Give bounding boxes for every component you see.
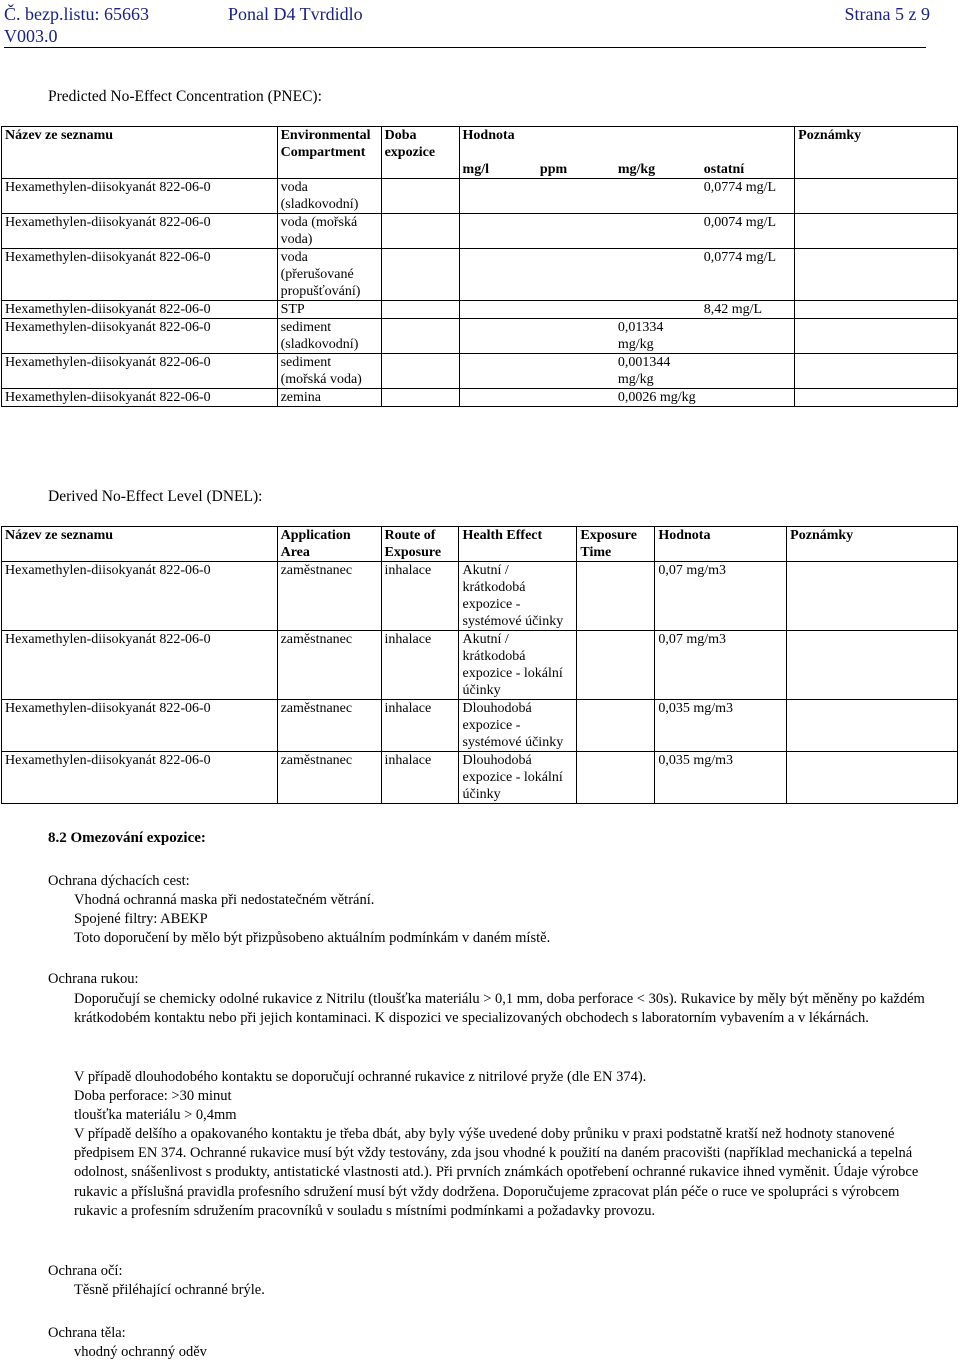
pnec-header-ppm: ppm <box>539 162 568 177</box>
dnel-header-name: Název ze seznamu <box>2 527 278 562</box>
table-row <box>2 319 958 354</box>
pnec-mgkg <box>615 214 701 249</box>
pnec-title: Predicted No-Effect Concentration (PNEC): <box>48 88 322 105</box>
pnec-name: Hexamethylen-diisokyanát 822-06-0 <box>2 389 278 407</box>
dnel-route: inhalace <box>381 631 459 700</box>
dnel-area: zaměstnanec <box>277 752 381 804</box>
pnec-name: Hexamethylen-diisokyanát 822-06-0 <box>2 319 278 354</box>
pnec-mgkg: 0,001344 mg/kg <box>615 354 701 389</box>
table-row <box>2 354 958 389</box>
table-row <box>2 249 958 301</box>
table-row <box>2 389 958 407</box>
eyes-label: Ochrana očí: <box>48 1263 123 1279</box>
pnec-other: 0,0774 mg/L <box>701 179 795 214</box>
pnec-name: Hexamethylen-diisokyanát 822-06-0 <box>2 249 278 301</box>
hands-paragraph-3: V případě delšího a opakovaného kontaktu je třeba dbát, aby byly výše uvedené doby průniku v praxi podstatně kratší než hodnoty stanovené předpisem EN 374. Ochranné rukavice musí být vždy testovány, zda jsou vhodné k použití na daném pracovišti (například mechanická a tepelná odolnost, snášenlivost s produkty, antistatické vlastnosti atd.). Při prvních známkách opotřebení ochranné rukavice ihned vyměnit. Údaje výrobce rukavic a příslušná pravidla profesního sdružení musí být vždy dodržena. Doporučujeme zpracovat plán péče o ruce ve spolupráci s výrobcem rukavic a profesním sdružením pracovníků v souladu s místními podmínkami a požadavky provozu. <box>74 1126 922 1219</box>
dnel-route: inhalace <box>381 752 459 804</box>
table-row <box>2 752 958 804</box>
version: V003.0 <box>4 26 58 46</box>
pnec-header-duration: Doba expozice <box>381 127 459 179</box>
pnec-header-name: Název ze seznamu <box>2 127 278 179</box>
hands-line-1: V případě dlouhodobého kontaktu se doporučují ochranné rukavice z nitrilové pryže (dle EN 374). <box>74 1069 647 1085</box>
dnel-route: inhalace <box>381 562 459 631</box>
pnec-other <box>701 389 795 407</box>
table-row <box>2 700 958 752</box>
eyes-text: Těsně přiléhající ochranné brýle. <box>74 1282 265 1298</box>
pnec-compartment: zemina <box>277 389 381 407</box>
header-rule <box>4 47 926 48</box>
pnec-other <box>701 354 795 389</box>
pnec-other: 0,0774 mg/L <box>701 249 795 301</box>
dnel-area: zaměstnanec <box>277 562 381 631</box>
pnec-header-mgkg: mg/kg <box>617 162 656 177</box>
pnec-name: Hexamethylen-diisokyanát 822-06-0 <box>2 179 278 214</box>
dnel-title: Derived No-Effect Level (DNEL): <box>48 488 263 505</box>
pnec-compartment: sediment (mořská voda) <box>277 354 381 389</box>
dnel-name: Hexamethylen-diisokyanát 822-06-0 <box>2 752 278 804</box>
dnel-area: zaměstnanec <box>277 700 381 752</box>
pnec-compartment: voda (sladkovodní) <box>277 179 381 214</box>
dnel-name: Hexamethylen-diisokyanát 822-06-0 <box>2 562 278 631</box>
pnec-compartment: voda (mořská voda) <box>277 214 381 249</box>
dnel-name: Hexamethylen-diisokyanát 822-06-0 <box>2 631 278 700</box>
dnel-header-value: Hodnota <box>655 527 787 562</box>
dnel-header-effect: Health Effect <box>459 527 577 562</box>
pnec-header-mgl: mg/l <box>462 162 489 177</box>
page-header <box>4 4 930 48</box>
pnec-header-value: Hodnota <box>459 127 795 145</box>
pnec-mgkg: 0,01334 mg/kg <box>615 319 701 354</box>
sheet-number: Č. bezp.listu: 65663 <box>4 4 149 24</box>
body-text: vhodný ochranný oděv <box>74 1344 207 1360</box>
table-row <box>2 631 958 700</box>
dnel-value: 0,035 mg/m3 <box>655 752 787 804</box>
pnec-compartment: STP <box>277 301 381 319</box>
dnel-effect: Akutní / krátkodobá expozice - systémové účinky <box>459 562 577 631</box>
dnel-header-route: Route of Exposure <box>381 527 459 562</box>
pnec-header-notes: Poznámky <box>795 127 958 179</box>
breath-line-1: Vhodná ochranná maska při nedostatečném větrání. <box>74 892 375 908</box>
pnec-name: Hexamethylen-diisokyanát 822-06-0 <box>2 214 278 249</box>
dnel-header-time: Exposure Time <box>577 527 655 562</box>
table-row <box>2 214 958 249</box>
breath-line-2: Spojené filtry: ABEKP <box>74 911 208 927</box>
hands-paragraph-1: Doporučují se chemicky odolné rukavice z Nitrilu (tloušťka materiálu > 0,1 mm, doba perforace < 30s). Rukavice by měly být měněny po každém krátkodobém kontaktu nebo při jejich kontaminaci. K dispozici ve specializovaných obchodech s laboratorním vybavením a v lékárnách. <box>74 991 929 1027</box>
pnec-compartment: sediment (sladkovodní) <box>277 319 381 354</box>
pnec-mgkg: 0,0026 mg/kg <box>615 389 701 407</box>
dnel-header-area: Application Area <box>277 527 381 562</box>
pnec-other: 0,0074 mg/L <box>701 214 795 249</box>
dnel-header-notes: Poznámky <box>787 527 958 562</box>
pnec-mgkg <box>615 179 701 214</box>
page-number: Strana 5 z 9 <box>844 4 930 24</box>
dnel-table <box>1 526 958 804</box>
dnel-route: inhalace <box>381 700 459 752</box>
pnec-other: 8,42 mg/L <box>701 301 795 319</box>
table-row <box>2 179 958 214</box>
table-row <box>2 562 958 631</box>
pnec-mgkg <box>615 249 701 301</box>
dnel-value: 0,07 mg/m3 <box>655 631 787 700</box>
pnec-table <box>1 126 958 407</box>
breath-label: Ochrana dýchacích cest: <box>48 873 190 889</box>
section-8-2-title: 8.2 Omezování expozice: <box>48 830 206 846</box>
pnec-name: Hexamethylen-diisokyanát 822-06-0 <box>2 354 278 389</box>
pnec-name: Hexamethylen-diisokyanát 822-06-0 <box>2 301 278 319</box>
hands-label: Ochrana rukou: <box>48 971 139 987</box>
pnec-other <box>701 319 795 354</box>
body-label: Ochrana těla: <box>48 1325 126 1341</box>
pnec-header-compartment: Environmental Compartment <box>277 127 381 179</box>
dnel-value: 0,035 mg/m3 <box>655 700 787 752</box>
dnel-value: 0,07 mg/m3 <box>655 562 787 631</box>
dnel-area: zaměstnanec <box>277 631 381 700</box>
table-row <box>2 301 958 319</box>
hands-line-3: tloušťka materiálu > 0,4mm <box>74 1107 237 1123</box>
pnec-mgkg <box>615 301 701 319</box>
dnel-name: Hexamethylen-diisokyanát 822-06-0 <box>2 700 278 752</box>
dnel-effect: Dlouhodobá expozice - lokální účinky <box>459 752 577 804</box>
hands-line-2: Doba perforace: >30 minut <box>74 1088 232 1104</box>
breath-line-3: Toto doporučení by mělo být přizpůsobeno aktuálním podmínkám v daném místě. <box>74 930 551 946</box>
dnel-effect: Dlouhodobá expozice - systémové účinky <box>459 700 577 752</box>
dnel-effect: Akutní / krátkodobá expozice - lokální účinky <box>459 631 577 700</box>
pnec-header-other: ostatní <box>703 162 745 177</box>
product-name: Ponal D4 Tvrdidlo <box>228 4 363 24</box>
pnec-compartment: voda (přerušované propušťování) <box>277 249 381 301</box>
